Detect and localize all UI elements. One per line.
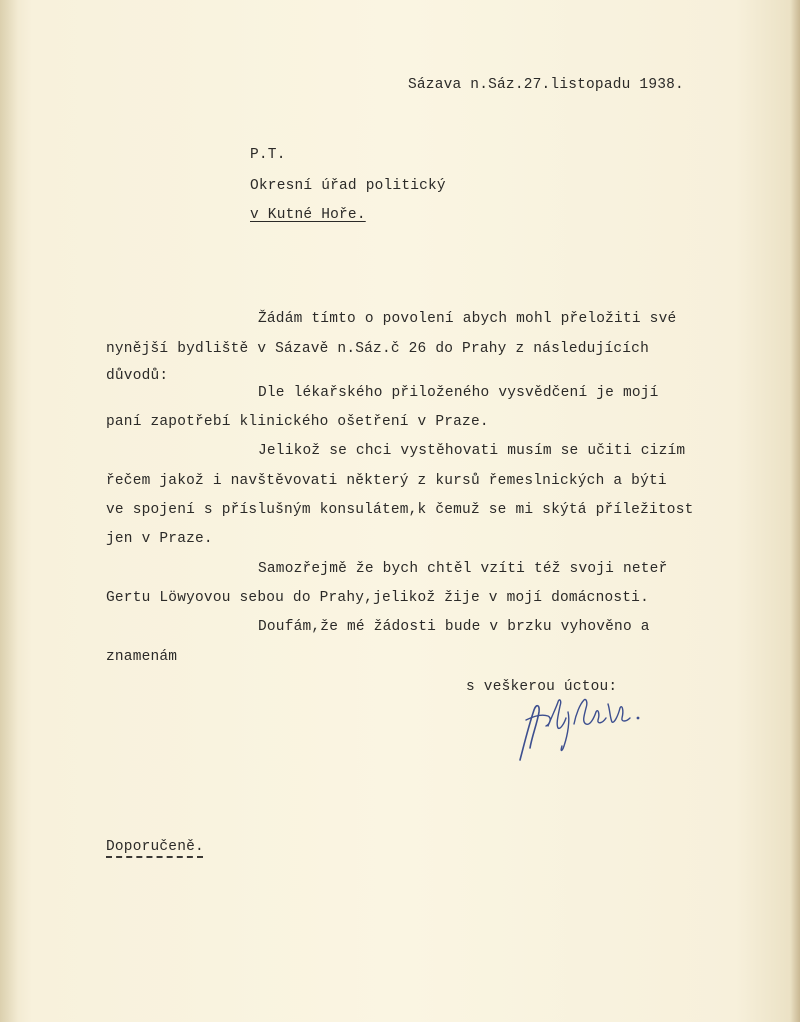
body-line: Dle lékařského přiloženého vysvědčení je mojí bbox=[258, 385, 659, 401]
delivery-note: Doporučeně. bbox=[106, 839, 204, 855]
place-date: Sázava n.Sáz.27.listopadu 1938. bbox=[408, 77, 684, 93]
body-line: Samozřejmě že bych chtěl vzíti též svoji neteř bbox=[258, 561, 668, 577]
addressee-line-1: P.T. bbox=[250, 147, 286, 163]
closing: s veškerou úctou: bbox=[466, 679, 618, 695]
paper-edge bbox=[790, 0, 800, 1022]
note-underline bbox=[106, 856, 203, 858]
addressee-line-3: v Kutné Hoře. bbox=[250, 207, 366, 223]
signature bbox=[512, 690, 662, 765]
body-line: jen v Praze. bbox=[106, 531, 213, 547]
body-line: znamenám bbox=[106, 649, 178, 665]
addressee-line-2: Okresní úřad politický bbox=[250, 178, 446, 194]
body-line: ve spojení s příslušným konsulátem,k čemuž se mi skýtá příležitost bbox=[106, 502, 694, 518]
body-line: nynější bydliště v Sázavě n.Sáz.č 26 do Prahy z následujících bbox=[106, 341, 649, 357]
body-line: důvodů: bbox=[106, 368, 169, 384]
body-line: paní zapotřebí klinického ošetření v Praze. bbox=[106, 414, 489, 430]
body-line: Jelikož se chci vystěhovati musím se učiti cizím bbox=[258, 443, 686, 459]
body-line: Žádám tímto o povolení abych mohl přeložiti své bbox=[258, 311, 677, 327]
body-line: Gertu Löwyovou sebou do Prahy,jelikož žije v mojí domácnosti. bbox=[106, 590, 649, 606]
body-line: Doufám,že mé žádosti bude v brzku vyhověno a bbox=[258, 619, 650, 635]
body-line: řečem jakož i navštěvovati některý z kursů řemeslnických a býti bbox=[106, 473, 667, 489]
